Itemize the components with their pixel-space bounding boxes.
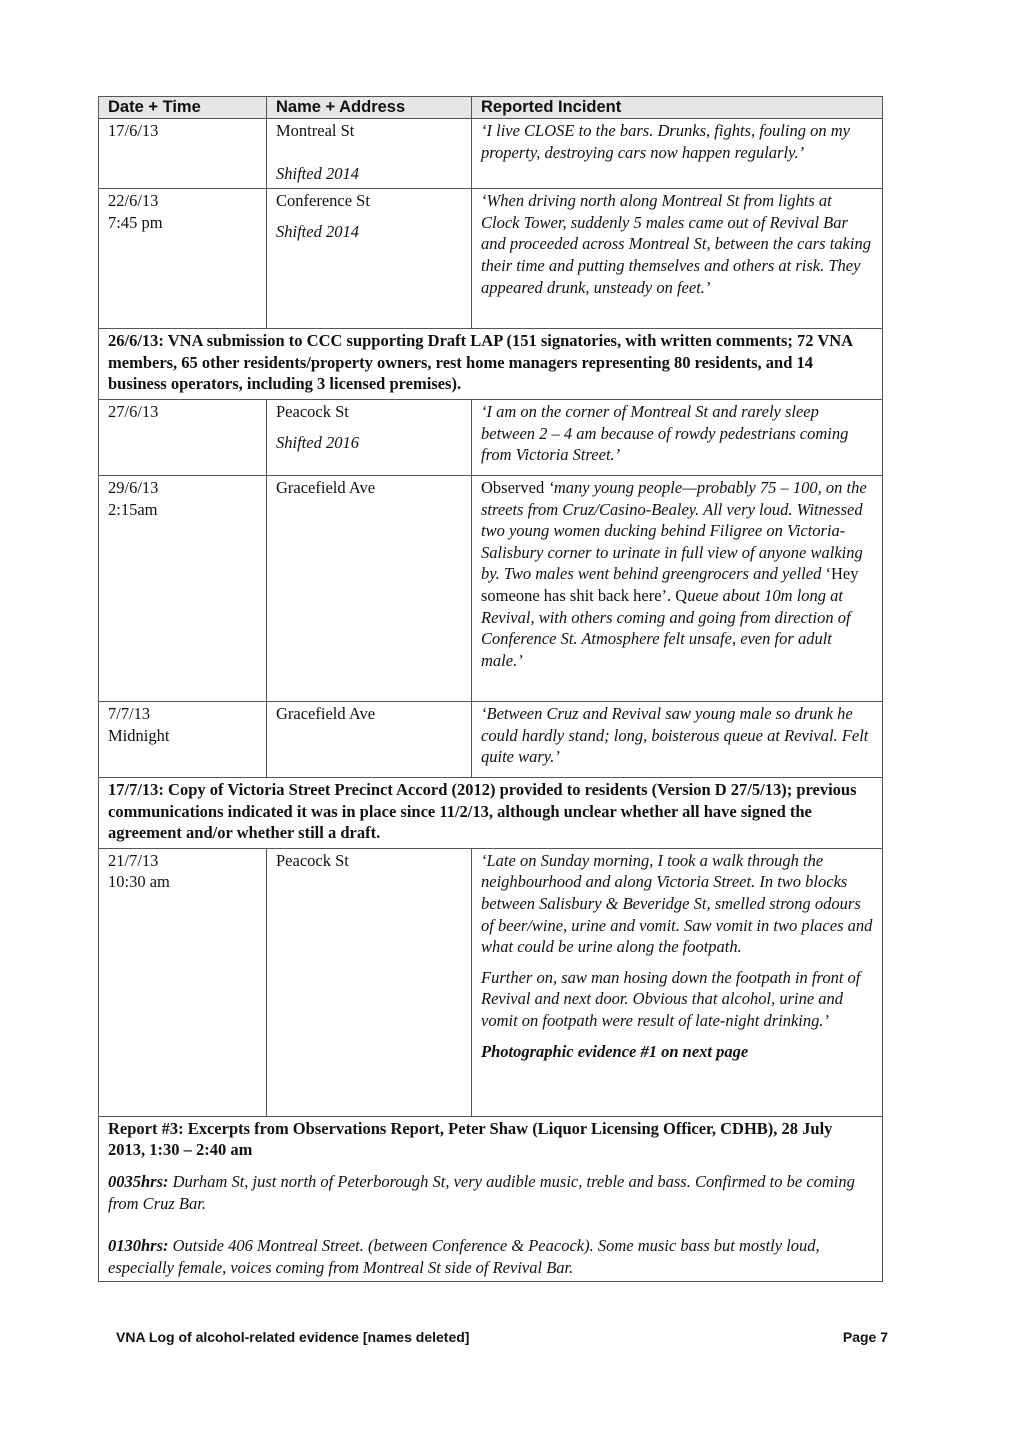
- incident-cell: Observed ‘many young people—probably 75 – 100, on the streets from Cruz/Casino-Bealey. All very loud. Witnessed two young women ducking behind Filigree on Victoria-Salisbury corner to urinate in full view of anyone walking by. Two males went behind greengrocers and yelled ‘Hey someone has shit back here’. Queue about 10m long at Revival, with others coming and going from direction of Conference St. Atmosphere felt unsafe, even for adult male.’: [472, 475, 883, 701]
- shifted-note: Shifted 2014: [276, 163, 359, 183]
- shifted-note: Shifted 2014: [276, 221, 359, 241]
- table-row: [99, 1116, 883, 1281]
- table-row: [99, 475, 883, 701]
- page-number: Page 7: [842, 1329, 888, 1345]
- shifted-note: Shifted 2016: [276, 432, 359, 452]
- report-section: [99, 1116, 883, 1281]
- name-cell: Peacock St: [267, 848, 472, 1116]
- table-row: [99, 399, 883, 475]
- footer-title: VNA Log of alcohol-related evidence [names deleted]: [116, 1329, 470, 1345]
- incident-cell: ‘Between Cruz and Revival saw young male so drunk he could hardly stand; long, boisterous queue at Revival. Felt quite wary.’: [472, 701, 883, 777]
- name-cell: Gracefield Ave: [267, 475, 472, 701]
- column-header-incident: Reported Incident: [472, 97, 883, 119]
- report-entry: 0035hrs: Durham St, just north of Peterborough St, very audible music, treble and bass. Confirmed to be coming from Cruz Bar.: [108, 1171, 855, 1213]
- accord-note: 17/7/13: Copy of Victoria Street Precinct Accord (2012) provided to residents (Version D 27/5/13); previous communications indicated it was in place since 11/2/13, although unclear whether all have signed the agreement and/or whether still a draft.: [99, 777, 883, 848]
- incident-cell: ‘I am on the corner of Montreal St and rarely sleep between 2 – 4 am because of rowdy pedestrians coming from Victoria Street.’: [472, 399, 883, 475]
- date-cell: 21/7/13 10:30 am: [99, 848, 267, 1116]
- name-cell: Peacock St Shifted 2016: [267, 399, 472, 475]
- date-cell: 7/7/13 Midnight: [99, 701, 267, 777]
- date-cell: 22/6/13 7:45 pm: [99, 189, 267, 329]
- name-cell: Conference St Shifted 2014: [267, 189, 472, 329]
- incident-cell: ‘I live CLOSE to the bars. Drunks, fights, fouling on my property, destroying cars now happen regularly.’: [472, 119, 883, 189]
- date-cell: 29/6/13 2:15am: [99, 475, 267, 701]
- name-cell: Montreal St Shifted 2014: [267, 119, 472, 189]
- report-entry: 0130hrs: Outside 406 Montreal Street. (between Conference & Peacock). Some music bass but mostly loud, especially female, voices coming from Montreal St side of Revival Bar.: [108, 1236, 820, 1277]
- table-row: [99, 848, 883, 1116]
- evidence-log-table: [98, 96, 883, 1282]
- name-cell: Gracefield Ave: [267, 701, 472, 777]
- column-header-date: Date + Time: [99, 97, 267, 119]
- table-row: [99, 119, 883, 189]
- table-row: [99, 189, 883, 329]
- column-header-name: Name + Address: [267, 97, 472, 119]
- table-row: [99, 701, 883, 777]
- submission-note: 26/6/13: VNA submission to CCC supporting Draft LAP (151 signatories, with written comments; 72 VNA members, 65 other residents/property owners, rest home managers representing 80 residents, and 14 business operators, including 3 licensed premises).: [99, 329, 883, 400]
- table-header-row: [99, 97, 883, 119]
- table-row: [99, 329, 883, 400]
- photo-evidence-note: Photographic evidence #1 on next page: [481, 1041, 749, 1061]
- table-row: [99, 777, 883, 848]
- date-cell: 17/6/13: [99, 119, 267, 189]
- report-title: Report #3: Excerpts from Observations Report, Peter Shaw (Liquor Licensing Officer, CDHB), 28 July 2013, 1:30 – 2:40 am: [108, 1118, 833, 1160]
- incident-cell: ‘When driving north along Montreal St from lights at Clock Tower, suddenly 5 males came out of Revival Bar and proceeded across Montreal St, between the cars taking their time and putting themselves and others at risk. They appeared drunk, unsteady on feet.’: [472, 189, 883, 329]
- date-cell: 27/6/13: [99, 399, 267, 475]
- incident-cell: ‘Late on Sunday morning, I took a walk through the neighbourhood and along Victoria Street. In two blocks between Salisbury & Beveridge St, smelled strong odours of beer/wine, urine and vomit. Saw vomit in two places and what could be urine along the footpath. Further on, saw man hosing down the footpath in front of Revival and next door. Obvious that alcohol, urine and vomit on footpath were result of late-night drinking.’ Photographic evidence #1 on next page: [472, 848, 883, 1116]
